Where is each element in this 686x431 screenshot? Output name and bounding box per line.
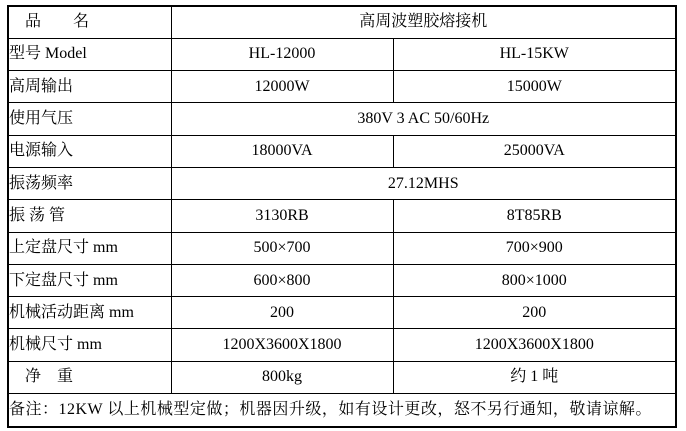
cell-upper-platen-1: 500×700 — [171, 232, 393, 264]
spec-table — [7, 5, 677, 428]
cell-power-2: 25000VA — [393, 135, 676, 167]
cell-frequency: 27.12MHS — [171, 167, 676, 199]
cell-lower-platen-2: 800×1000 — [393, 264, 676, 296]
row-label-upper-platen: 上定盘尺寸 mm — [8, 232, 171, 264]
table-row-product — [8, 6, 676, 38]
row-label-lower-platen: 下定盘尺寸 mm — [8, 264, 171, 296]
cell-lower-platen-1: 600×800 — [171, 264, 393, 296]
table-row-output — [8, 71, 676, 103]
table-row-machine-size — [8, 329, 676, 361]
row-label-machine-size: 机械尺寸 mm — [8, 329, 171, 361]
table-row-tube — [8, 200, 676, 232]
cell-tube-1: 3130RB — [171, 200, 393, 232]
cell-weight-2: 约 1 吨 — [393, 361, 676, 393]
row-label-weight: 净 重 — [8, 361, 171, 393]
cell-machine-size-2: 1200X3600X1800 — [393, 329, 676, 361]
cell-travel-2: 200 — [393, 297, 676, 329]
cell-model-2: HL-15KW — [393, 38, 676, 70]
cell-power-1: 18000VA — [171, 135, 393, 167]
table-row-weight — [8, 361, 676, 393]
cell-machine-size-1: 1200X3600X1800 — [171, 329, 393, 361]
table-row-model — [8, 38, 676, 70]
table-row-pressure — [8, 103, 676, 135]
row-label-travel: 机械活动距离 mm — [8, 297, 171, 329]
note-text: 备注：12KW 以上机械型定做；机器因升级，如有设计更改，怒不另行通知，敬请谅解。 — [8, 394, 676, 427]
row-label-model: 型号 Model — [8, 38, 171, 70]
row-label-frequency: 振荡频率 — [8, 167, 171, 199]
cell-product-name: 高周波塑胶熔接机 — [171, 6, 676, 38]
cell-tube-2: 8T85RB — [393, 200, 676, 232]
table-row-frequency — [8, 167, 676, 199]
cell-weight-1: 800kg — [171, 361, 393, 393]
cell-model-1: HL-12000 — [171, 38, 393, 70]
cell-output-2: 15000W — [393, 71, 676, 103]
table-row-power — [8, 135, 676, 167]
cell-upper-platen-2: 700×900 — [393, 232, 676, 264]
row-label-product-name: 品 名 — [8, 6, 171, 38]
row-label-output: 高周输出 — [8, 71, 171, 103]
cell-travel-1: 200 — [171, 297, 393, 329]
row-label-tube: 振 荡 管 — [8, 200, 171, 232]
cell-pressure: 380V 3 AC 50/60Hz — [171, 103, 676, 135]
table-row-travel — [8, 297, 676, 329]
table-row-note — [8, 394, 676, 427]
table-row-lower-platen — [8, 264, 676, 296]
table-row-upper-platen — [8, 232, 676, 264]
cell-output-1: 12000W — [171, 71, 393, 103]
row-label-power: 电源输入 — [8, 135, 171, 167]
row-label-pressure: 使用气压 — [8, 103, 171, 135]
